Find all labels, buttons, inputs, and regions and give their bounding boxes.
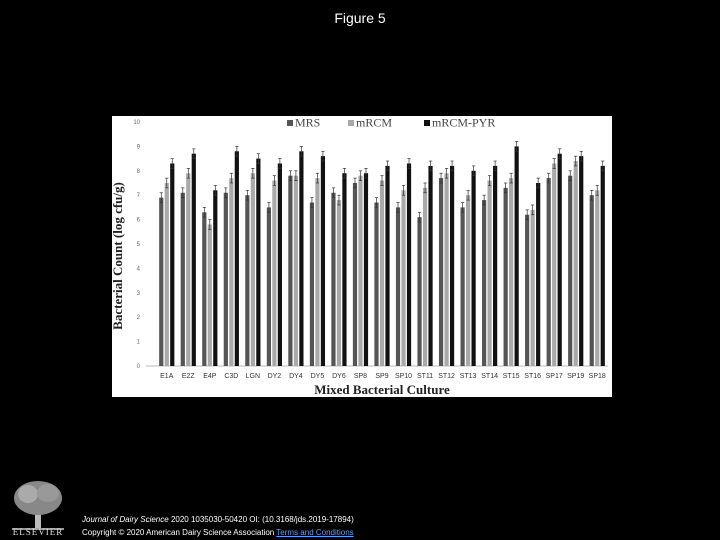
legend-label: mRCM	[356, 115, 393, 130]
bar-mrs	[288, 176, 292, 366]
bar-mrcm	[488, 181, 492, 366]
bar-mrcm	[466, 195, 470, 366]
x-axis-label: Mixed Bacterial Culture	[314, 382, 450, 397]
bar-mrcm-pyr	[385, 166, 389, 366]
bar-mrs	[396, 207, 400, 366]
x-tick-label: SP10	[394, 373, 413, 380]
bar-mrs	[159, 198, 163, 366]
y-tick-label: 7	[136, 193, 140, 200]
bar-mrcm	[229, 178, 233, 366]
bar-mrcm-pyr	[321, 156, 325, 366]
bar-mrcm-pyr	[601, 166, 605, 366]
bar-group	[353, 168, 368, 366]
citation-line	[82, 513, 354, 526]
bar-mrs	[590, 195, 594, 366]
bar-mrs	[374, 203, 378, 366]
bar-group	[310, 151, 325, 366]
legend-label: MRS	[295, 115, 321, 130]
bar-group	[396, 159, 411, 366]
bar-mrcm-pyr	[299, 151, 303, 366]
bar-mrcm-pyr	[428, 166, 432, 366]
bar-mrcm-pyr	[278, 163, 282, 366]
x-tick-label: LGN	[245, 373, 261, 380]
bar-group	[202, 185, 217, 366]
y-tick-label: 5	[136, 242, 140, 248]
x-tick-label: E1A	[160, 373, 174, 380]
y-tick-label: 6	[136, 217, 140, 224]
publisher-logo-text: ELSEVIER	[12, 527, 64, 537]
y-tick-label: 3	[136, 290, 140, 297]
bar-mrs	[547, 178, 551, 366]
bar-mrcm	[552, 163, 556, 366]
bar-mrcm	[337, 200, 341, 366]
legend-swatch	[287, 120, 293, 126]
bar-mrcm-pyr	[450, 166, 454, 366]
bar-mrs	[181, 193, 185, 366]
bar-mrcm-pyr	[256, 159, 260, 366]
bar-mrs	[245, 195, 249, 366]
bar-mrs	[417, 217, 421, 366]
legend-swatch	[348, 120, 354, 126]
copyright-text: Copyright © 2020 American Dairy Science Association	[82, 528, 277, 537]
x-tick-label: DY2	[267, 373, 282, 380]
bar-mrs	[439, 178, 443, 366]
bar-mrcm-pyr	[536, 183, 540, 366]
legend-label: mRCM-PYR	[432, 115, 496, 130]
bar-group	[439, 161, 454, 366]
x-tick-label: DY4	[289, 373, 303, 380]
bar-mrcm	[165, 183, 169, 366]
x-tick-label: ST11	[416, 373, 434, 380]
bar-mrcm-pyr	[213, 190, 217, 366]
bar-mrs	[460, 207, 464, 366]
bar-mrcm	[294, 176, 298, 366]
bar-mrcm-pyr	[364, 173, 368, 366]
bar-mrs	[568, 176, 572, 366]
bar-mrcm	[358, 176, 362, 366]
bar-mrs	[202, 212, 206, 366]
x-tick-label: DY6	[332, 373, 346, 380]
y-tick-label: 0	[136, 364, 140, 370]
bar-mrcm-pyr	[471, 171, 475, 366]
bar-mrs	[331, 193, 335, 366]
bar-mrs	[482, 200, 486, 366]
bar-group	[590, 161, 605, 366]
bar-group	[504, 142, 519, 366]
bar-mrcm-pyr	[342, 173, 346, 366]
bar-group	[245, 154, 260, 366]
bar-group	[267, 159, 282, 366]
bar-mrcm	[423, 188, 427, 366]
bar-group	[331, 168, 346, 366]
x-tick-label: DY5	[310, 373, 325, 380]
bar-chart	[112, 116, 612, 397]
citation-footer	[82, 513, 354, 539]
y-tick-label: 10	[133, 120, 140, 126]
x-tick-label: ST13	[459, 373, 477, 380]
bar-mrcm	[315, 178, 319, 366]
bar-group	[224, 146, 239, 366]
bar-group	[525, 178, 540, 366]
bar-mrcm	[251, 173, 255, 366]
bar-mrcm-pyr	[493, 166, 497, 366]
bar-mrcm	[272, 181, 276, 366]
figure-title: Figure 5	[334, 10, 386, 26]
x-tick-label: ST15	[502, 373, 520, 380]
bar-group	[288, 146, 303, 366]
bar-group	[159, 159, 174, 366]
chart-panel	[112, 116, 612, 397]
bar-group	[417, 161, 432, 366]
bar-mrcm-pyr	[407, 163, 411, 366]
bar-mrs	[224, 193, 228, 366]
bar-group	[482, 161, 497, 366]
bar-mrcm	[574, 161, 578, 366]
bar-mrcm-pyr	[192, 154, 196, 366]
bar-mrs	[267, 207, 271, 366]
bar-mrcm-pyr	[170, 163, 174, 366]
bar-group	[568, 151, 583, 366]
y-tick-label: 1	[136, 339, 140, 346]
bar-mrcm	[186, 173, 190, 366]
x-tick-label: C3D	[224, 373, 239, 380]
bar-mrs	[310, 203, 314, 366]
bar-mrcm	[380, 181, 384, 366]
bar-mrcm	[595, 190, 599, 366]
bar-mrcm-pyr	[558, 154, 562, 366]
bar-groups	[159, 142, 605, 366]
x-tick-label: E2Z	[181, 373, 195, 380]
y-tick-label: 4	[136, 266, 140, 273]
x-tick-label: ST14	[481, 373, 498, 380]
x-tick-label: SP17	[545, 373, 563, 380]
chart-legend	[287, 116, 495, 130]
y-tick-label: 8	[136, 168, 140, 175]
bar-mrcm	[444, 173, 448, 366]
x-tick-label: E4P	[203, 373, 217, 380]
bar-mrs	[353, 183, 357, 366]
x-tick-label: SP9	[375, 373, 389, 380]
bar-mrcm	[208, 224, 212, 366]
bar-group	[181, 149, 196, 366]
bar-mrs	[504, 188, 508, 366]
x-tick-label: ST16	[524, 373, 542, 380]
copyright-line	[82, 526, 354, 539]
citation-details: 2020 1035030-50420 OI: (10.3168/jds.2019-17894)	[168, 515, 354, 524]
x-tick-label: SP18	[588, 373, 606, 380]
journal-name: Journal of Dairy Science	[82, 515, 169, 524]
bar-mrcm	[401, 190, 405, 366]
y-tick-label: 9	[136, 144, 140, 151]
x-tick-label: SP8	[353, 373, 368, 380]
bar-group	[460, 166, 475, 366]
bar-mrs	[525, 215, 529, 366]
x-tick-label: SP19	[567, 373, 585, 380]
x-axis	[160, 373, 606, 380]
bar-mrcm-pyr	[515, 146, 519, 366]
bar-mrcm	[509, 178, 513, 366]
x-tick-label: ST12	[438, 373, 455, 380]
bar-group	[374, 161, 389, 366]
bar-mrcm-pyr	[579, 156, 583, 366]
bar-mrcm	[531, 210, 535, 366]
y-axis-label: Bacterial Count (log cfu/g)	[110, 182, 125, 330]
bar-mrcm-pyr	[235, 151, 239, 366]
legend-swatch	[424, 120, 430, 126]
terms-link[interactable]: Terms and Conditions	[276, 528, 354, 537]
bar-group	[547, 149, 562, 366]
y-tick-label: 2	[136, 315, 140, 322]
